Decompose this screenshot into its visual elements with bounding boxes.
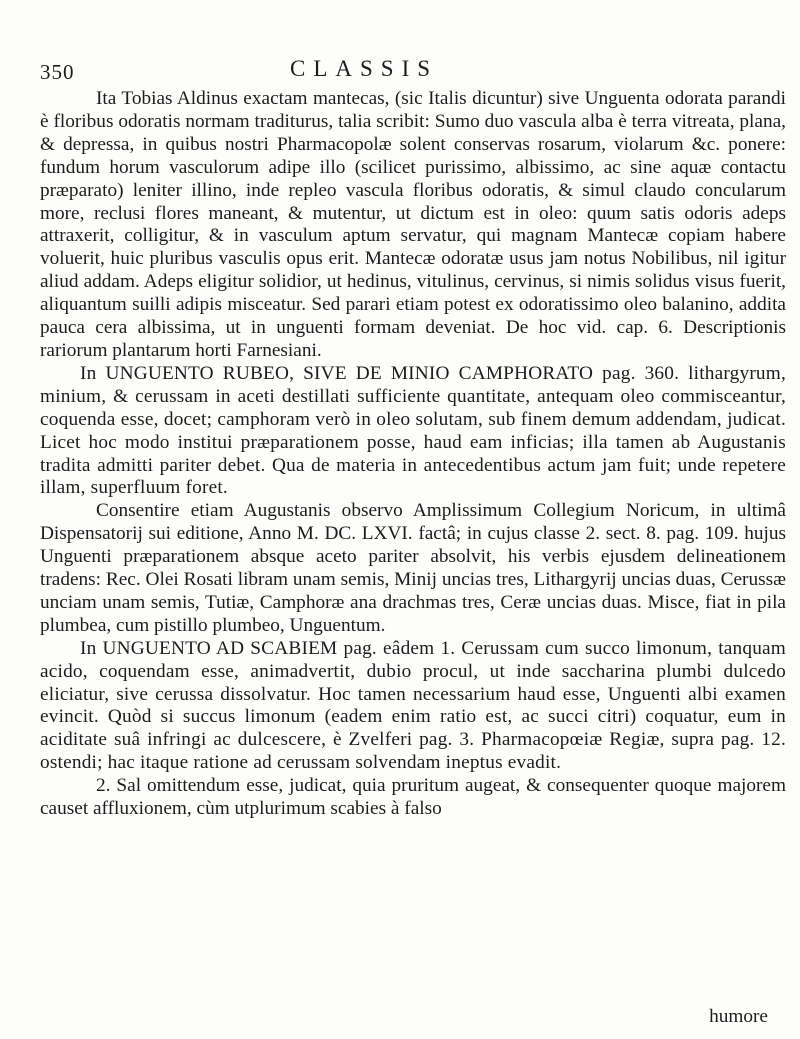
running-head: CLASSIS <box>290 56 439 81</box>
paragraph-collegium-noricum: Consentire etiam Augustanis observo Amplissimum Collegium Noricum, in ultimâ Dispensatorij sui editione, Anno M. DC. LXVI. factâ; in cujus classe 2. sect. 8. pag. 109. hujus Unguenti præparationem absque aceto pariter absolvit, his verbis ejusdem delineationem tradens: Rec. Olei Rosati libram unam semis, Minij uncias tres, Lithargyrij uncias duas, Cerussæ unciam unam semis, Tutiæ, Camphoræ ana drachmas tres, Ceræ uncias duas. Misce, fiat in pila plumbea, cum pistillo plumbeo, Unguentum. <box>40 500 786 636</box>
paragraph-unguentum-ad-scabiem: In UNGUENTO AD SCABIEM pag. eâdem 1. Cerussam cum succo limonum, tanquam acido, coquendam esse, animadvertit, dubio procul, ut inde saccharina plumbi dulcedo eliciatur, sive cerussa dissolvatur. Hoc tamen necessarium haud esse, Unguenti albi examen evincit. Quòd si succus limonum (eadem enim ratio est, ac succi citri) coquatur, eum in aciditate suâ infringi ac dulcescere, è Zvelferi pag. 3. Pharmacopœiæ Regiæ, supra pag. 12. ostendi; hac itaque ratione ad cerussam solvendam ineptus evadit. <box>40 637 786 774</box>
paragraph-sal: 2. Sal omittendum esse, judicat, quia pruritum augeat, & consequenter quoque majorem causet affluxionem, cùm utplurimum scabies à falso <box>40 775 786 820</box>
page-header <box>0 56 800 86</box>
page-number: 350 <box>40 60 75 84</box>
paragraph-unguentum-rubeum: In UNGUENTO RUBEO, SIVE DE MINIO CAMPHORATO pag. 360. lithargyrum, minium, & cerussam in aceti destillati sufficiente quantitate, antequam oleo commisceantur, coquenda esse, docet; camphoram verò in oleo solutam, sub finem demum addendam, judicat. Licet hoc modo institui præparationem posse, haud eam inficias; illa tamen ab Augustanis tradita admitti pariter debet. Qua de materia in antecedentibus actum jam fuit; unde repetere illam, superfluum foret. <box>40 362 786 499</box>
paragraph-manteca: Ita Tobias Aldinus exactam mantecas, (sic Italis dicuntur) sive Unguenta odorata parandi è floribus odoratis normam traditurus, talia scribit: Sumo duo vascula alba è terra vitreata, plana, & depressa, in quibus nostri Pharmacopolæ solent conservas rosarum, violarum &c. ponere: fundum horum vasculorum adipe illo (scilicet purissimo, albissimo, ac sine aquæ contactu præparato) leniter illino, inde repleo vascula floribus odoratis, & simul claudo concularum more, reclusi flores maneant, & mutentur, ut dictum est in oleo: quum satis odoris adeps attraxerit, colligitur, & in vasculum aptum servatur, qui magnam Mantecæ copiam habere voluerit, huic pluribus vasculis opus erit. Mantecæ odoratæ usus jam notus Nobilibus, nil igitur aliud addam. Adeps eligitur solidior, ut hedinus, vitulinus, cervinus, si nimis solidus visus fuerit, aliquantum suilli adipis misceatur. Sed parari etiam potest ex odoratissimo oleo balanino, addita pauca cera albissima, ut in unguenti formam deveniat. De hoc vid. cap. 6. Descriptionis rariorum plantarum horti Farnesiani. <box>40 88 786 361</box>
body-text <box>40 88 786 821</box>
catchword: humore <box>709 1006 768 1027</box>
